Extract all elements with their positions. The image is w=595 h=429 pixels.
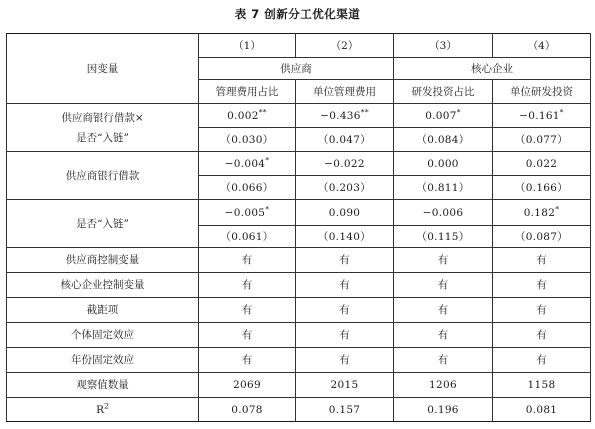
row-label-intercept: 截距项 <box>7 298 199 323</box>
coef-cell: −0.005* <box>199 200 296 226</box>
row-label-supplier-controls: 供应商控制变量 <box>7 248 199 273</box>
se-cell: （0.061） <box>199 226 296 248</box>
regression-table <box>6 33 591 422</box>
se-cell: （0.166） <box>493 176 591 200</box>
row-label-year-fe: 年份固定效应 <box>7 348 199 373</box>
se-cell: （0.084） <box>394 128 493 152</box>
dep-var-header: 因变量 <box>7 34 199 104</box>
control-cell: 有 <box>199 348 296 373</box>
table-row-r2 <box>7 398 591 422</box>
coef-cell: 0.007* <box>394 104 493 128</box>
col-var-4: 单位研发投资 <box>493 80 591 104</box>
coef-cell: −0.161* <box>493 104 591 128</box>
se-cell: （0.066） <box>199 176 296 200</box>
significance-stars: * <box>456 107 461 116</box>
control-cell: 有 <box>296 248 394 273</box>
control-cell: 有 <box>296 273 394 298</box>
col-number-3: （3） <box>394 34 493 58</box>
table-row-inchain-coef <box>7 200 591 226</box>
col-number-1: （1） <box>199 34 296 58</box>
r2-cell: 0.081 <box>493 398 591 422</box>
row-label-interaction <box>7 104 199 152</box>
r2-cell: 0.078 <box>199 398 296 422</box>
se-cell: （0.811） <box>394 176 493 200</box>
col-var-1: 管理费用占比 <box>199 80 296 104</box>
control-cell: 有 <box>199 248 296 273</box>
table-row-firm-fe <box>7 323 591 348</box>
header-row-numbers <box>7 34 591 58</box>
row-label-observations: 观察值数量 <box>7 373 199 398</box>
coef-cell: 0.022 <box>493 152 591 176</box>
group-header-core-firm: 核心企业 <box>394 58 591 80</box>
se-cell: （0.047） <box>296 128 394 152</box>
control-cell: 有 <box>199 298 296 323</box>
coef-cell: 0.000 <box>394 152 493 176</box>
control-cell: 有 <box>296 323 394 348</box>
control-cell: 有 <box>394 273 493 298</box>
control-cell: 有 <box>394 248 493 273</box>
control-cell: 有 <box>394 298 493 323</box>
significance-stars: ** <box>360 107 369 116</box>
significance-stars: ** <box>258 107 267 116</box>
table-row-year-fe <box>7 348 591 373</box>
se-cell: （0.203） <box>296 176 394 200</box>
col-var-2: 单位管理费用 <box>296 80 394 104</box>
row-label-core-controls: 核心企业控制变量 <box>7 273 199 298</box>
row-label-firm-fe: 个体固定效应 <box>7 323 199 348</box>
se-cell: （0.077） <box>493 128 591 152</box>
table-row-observations <box>7 373 591 398</box>
obs-cell: 2015 <box>296 373 394 398</box>
se-cell: （0.030） <box>199 128 296 152</box>
control-cell: 有 <box>394 323 493 348</box>
coef-cell: −0.436** <box>296 104 394 128</box>
row-label-r2: $R^2$ <box>7 398 199 422</box>
col-var-3: 研发投资占比 <box>394 80 493 104</box>
control-cell: 有 <box>493 348 591 373</box>
row-label-loan: 供应商银行借款 <box>7 152 199 200</box>
significance-stars: * <box>265 204 270 213</box>
significance-stars: * <box>555 204 560 213</box>
coef-cell: 0.182* <box>493 200 591 226</box>
coef-cell: 0.090 <box>296 200 394 226</box>
table-caption: 表 7 创新分工优化渠道 <box>234 7 361 21</box>
control-cell: 有 <box>296 348 394 373</box>
table-row-supplier-controls <box>7 248 591 273</box>
control-cell: 有 <box>296 298 394 323</box>
col-number-2: （2） <box>296 34 394 58</box>
obs-cell: 1206 <box>394 373 493 398</box>
control-cell: 有 <box>493 273 591 298</box>
significance-stars: * <box>559 107 564 116</box>
se-cell: （0.087） <box>493 226 591 248</box>
se-cell: （0.140） <box>296 226 394 248</box>
table-row-interaction-coef <box>7 104 591 128</box>
group-header-supplier: 供应商 <box>199 58 394 80</box>
row-label-interaction-line1: 供应商银行借款× <box>61 111 144 124</box>
control-cell: 有 <box>199 273 296 298</box>
control-cell: 有 <box>493 298 591 323</box>
r2-cell: 0.157 <box>296 398 394 422</box>
coef-cell: −0.004* <box>199 152 296 176</box>
se-cell: （0.115） <box>394 226 493 248</box>
coef-cell: −0.006 <box>394 200 493 226</box>
r2-cell: 0.196 <box>394 398 493 422</box>
coef-cell: −0.022 <box>296 152 394 176</box>
control-cell: 有 <box>394 348 493 373</box>
table-row-intercept <box>7 298 591 323</box>
table-row-core-controls <box>7 273 591 298</box>
control-cell: 有 <box>493 323 591 348</box>
row-label-interaction-line2: 是否“入链” <box>76 131 129 144</box>
obs-cell: 1158 <box>493 373 591 398</box>
obs-cell: 2069 <box>199 373 296 398</box>
control-cell: 有 <box>199 323 296 348</box>
significance-stars: * <box>265 155 270 164</box>
col-number-4: （4） <box>493 34 591 58</box>
control-cell: 有 <box>493 248 591 273</box>
coef-cell: 0.002** <box>199 104 296 128</box>
row-label-inchain: 是否“入链” <box>7 200 199 248</box>
table-row-loan-coef <box>7 152 591 176</box>
